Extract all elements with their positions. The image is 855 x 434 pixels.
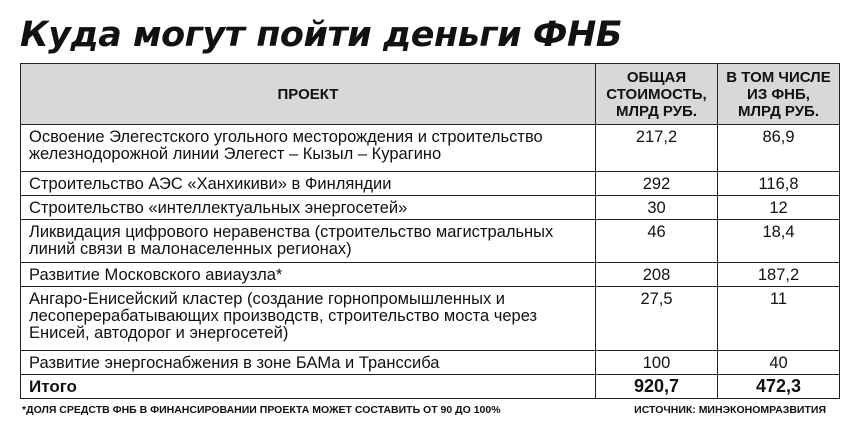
total-cost-value: 46 <box>596 220 718 263</box>
table-header-row <box>21 64 840 125</box>
fnb-value: 116,8 <box>718 172 840 196</box>
project-name: Ликвидация цифрового неравенства (строительство магистральных линий связи в малонаселенных регионах) <box>21 220 596 263</box>
project-name: Развитие Московского авиаузла* <box>21 263 596 287</box>
project-name: Строительство АЭС «Ханхикиви» в Финляндии <box>21 172 596 196</box>
total-cost-value: 27,5 <box>596 287 718 351</box>
project-name: Развитие энергоснабжения в зоне БАМа и Транссиба <box>21 351 596 375</box>
total-cost-value: 217,2 <box>596 125 718 172</box>
fnb-value: 18,4 <box>718 220 840 263</box>
table-row <box>21 263 840 287</box>
table-row <box>21 172 840 196</box>
total-label: Итого <box>21 375 596 399</box>
project-name: Ангаро-Енисейский кластер (создание горнопромышленных и лесоперерабатывающих производств, строительство моста через Енисей, автодорог и энергосетей) <box>21 287 596 351</box>
header-total-cost: ОБЩАЯ СТОИМОСТЬ, МЛРД РУБ. <box>596 64 718 125</box>
fnb-value: 40 <box>718 351 840 375</box>
table-row <box>21 220 840 263</box>
project-name: Освоение Элегестского угольного месторождения и строительство железнодорожной линии Элегест – Кызыл – Курагино <box>21 125 596 172</box>
total-cost-value: 100 <box>596 351 718 375</box>
project-name: Строительство «интеллектуальных энергосетей» <box>21 196 596 220</box>
source-note: ИСТОЧНИК: МИНЭКОНОМРАЗВИТИЯ <box>634 404 826 416</box>
total-cost-value: 30 <box>596 196 718 220</box>
footnote: *ДОЛЯ СРЕДСТВ ФНБ В ФИНАНСИРОВАНИИ ПРОЕКТА МОЖЕТ СОСТАВИТЬ ОТ 90 ДО 100% <box>22 404 501 416</box>
page-title: Куда могут пойти деньги ФНБ <box>20 15 622 55</box>
table-row <box>21 196 840 220</box>
projects-table <box>20 63 840 399</box>
table-row <box>21 351 840 375</box>
fnb-value: 11 <box>718 287 840 351</box>
fnb-value: 86,9 <box>718 125 840 172</box>
total-row <box>21 375 840 399</box>
fnb-sum: 472,3 <box>718 375 840 399</box>
total-cost-value: 292 <box>596 172 718 196</box>
total-cost-sum: 920,7 <box>596 375 718 399</box>
table-row <box>21 125 840 172</box>
header-project: ПРОЕКТ <box>21 64 596 125</box>
total-cost-value: 208 <box>596 263 718 287</box>
fnb-value: 187,2 <box>718 263 840 287</box>
fnb-value: 12 <box>718 196 840 220</box>
table-row <box>21 287 840 351</box>
header-fnb-part: В ТОМ ЧИСЛЕ ИЗ ФНБ, МЛРД РУБ. <box>718 64 840 125</box>
